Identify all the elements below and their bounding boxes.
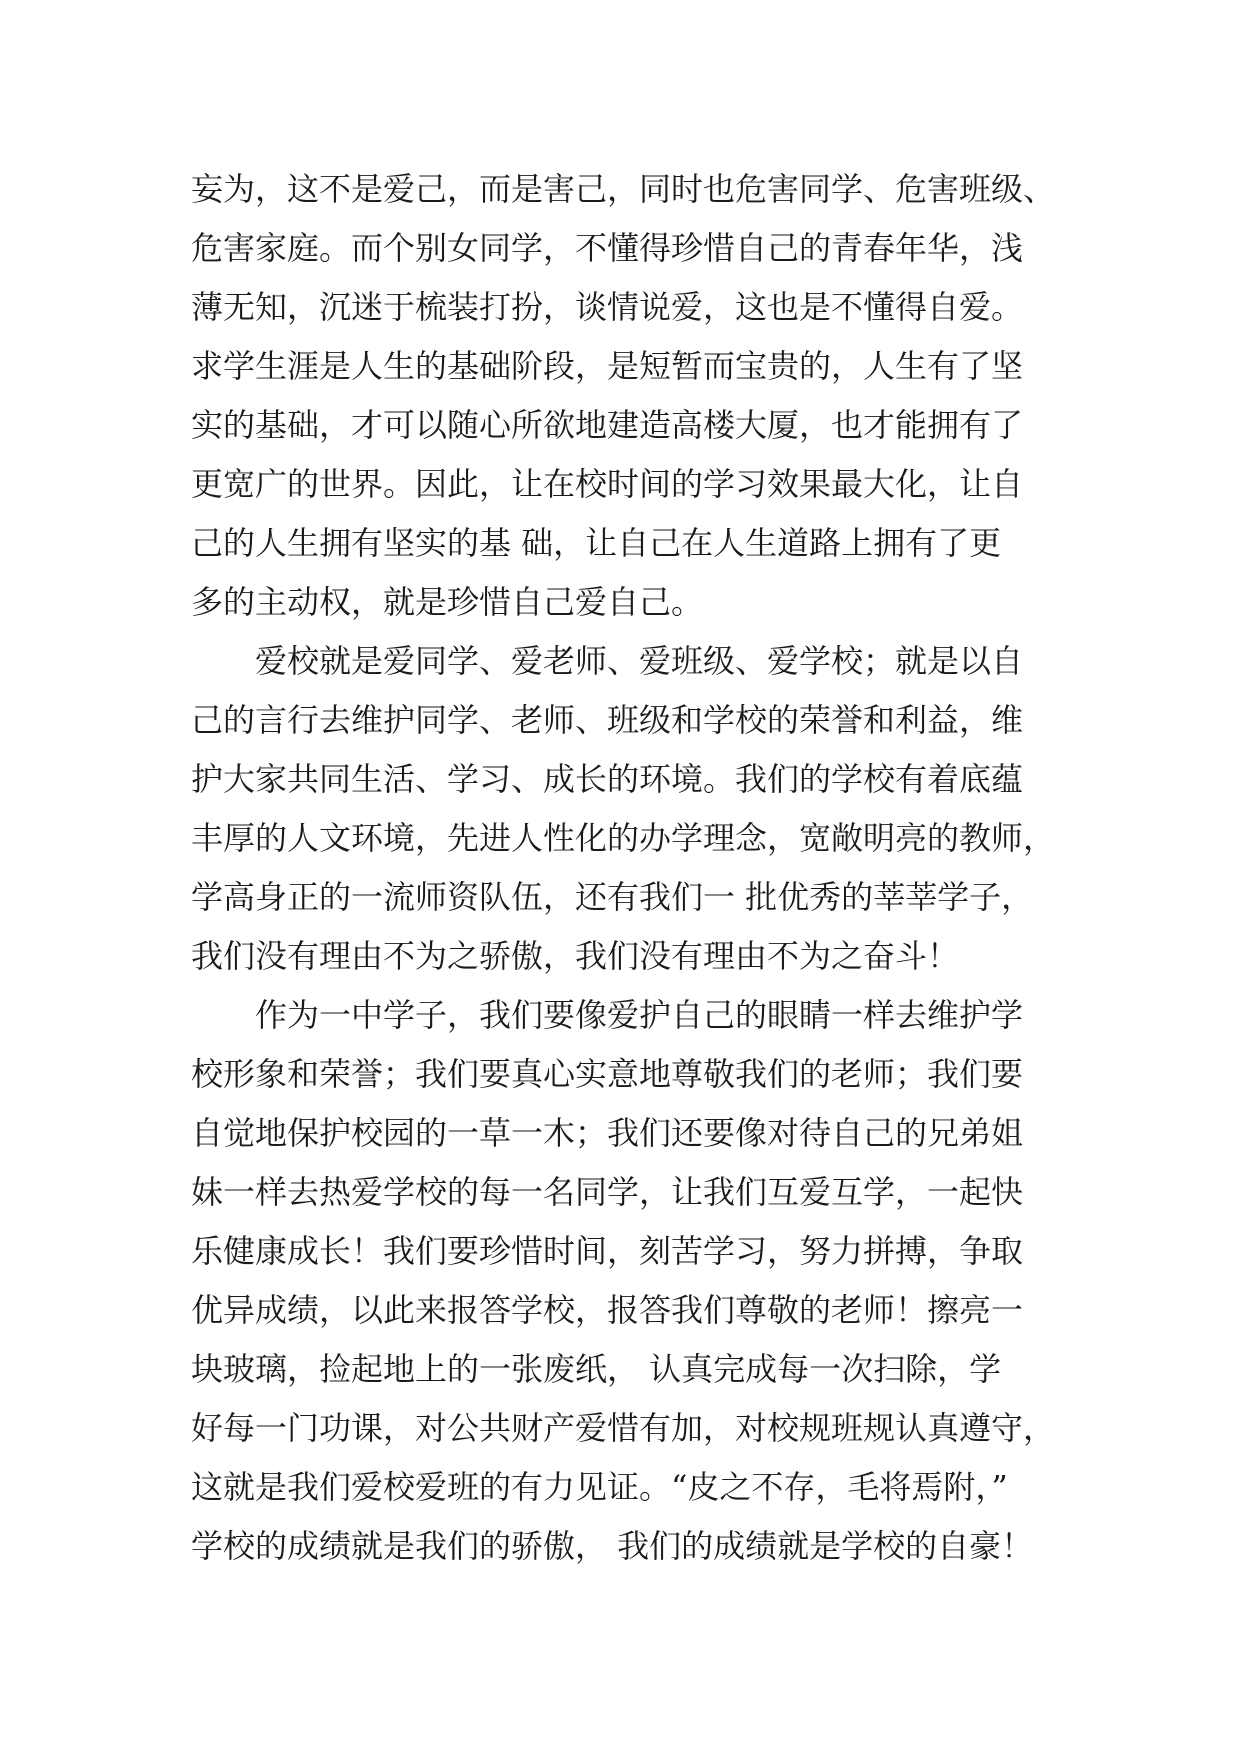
text-line: 护大家共同生活、学习、成长的环境。我们的学校有着底蕴 xyxy=(191,760,1024,798)
paragraph-first-line: 爱校就是爱同学、爱老师、爱班级、爱学校；就是以自 xyxy=(255,642,1024,680)
text-line: 薄无知，沉迷于梳装打扮，谈情说爱，这也是不懂得自爱。 xyxy=(191,288,1024,326)
text-line: 好每一门功课，对公共财产爱惜有加，对校规班规认真遵守， xyxy=(191,1409,1056,1447)
text-line: 学校的成绩就是我们的骄傲， 我们的成绩就是学校的自豪！ xyxy=(191,1527,1034,1565)
text-line: 妹一样去热爱学校的每一名同学，让我们互爱互学，一起快 xyxy=(191,1173,1024,1211)
text-line: 这就是我们爱校爱班的有力见证。“皮之不存，毛将焉附，” xyxy=(191,1468,1008,1506)
text-line: 实的基础，才可以随心所欲地建造高楼大厦，也才能拥有了 xyxy=(191,406,1024,444)
text-line: 更宽广的世界。因此，让在校时间的学习效果最大化，让自 xyxy=(191,465,1024,503)
paragraph-first-line: 作为一中学子，我们要像爱护自己的眼睛一样去维护学 xyxy=(255,996,1024,1034)
text-line: 校形象和荣誉；我们要真心实意地尊敬我们的老师；我们要 xyxy=(191,1055,1024,1093)
body-text xyxy=(191,160,1071,1576)
text-line: 危害家庭。而个别女同学，不懂得珍惜自己的青春年华，浅 xyxy=(191,229,1024,267)
text-line: 妄为，这不是爱己，而是害己，同时也危害同学、危害班级、 xyxy=(191,170,1056,208)
text-line: 多的主动权，就是珍惜自己爱自己。 xyxy=(191,583,704,621)
text-line: 己的人生拥有坚实的基 础，让自己在人生道路上拥有了更 xyxy=(191,524,1002,562)
text-line: 求学生涯是人生的基础阶段，是短暂而宝贵的，人生有了坚 xyxy=(191,347,1024,385)
text-line: 己的言行去维护同学、老师、班级和学校的荣誉和利益，维 xyxy=(191,701,1024,739)
text-line: 丰厚的人文环境，先进人性化的办学理念，宽敞明亮的教师， xyxy=(191,819,1056,857)
text-line: 自觉地保护校园的一草一木；我们还要像对待自己的兄弟姐 xyxy=(191,1114,1024,1152)
text-line: 块玻璃，捡起地上的一张废纸， 认真完成每一次扫除，学 xyxy=(191,1350,1002,1388)
text-line: 学高身正的一流师资队伍，还有我们一 批优秀的莘莘学子， xyxy=(191,878,1034,916)
text-line: 乐健康成长！我们要珍惜时间，刻苦学习，努力拼搏，争取 xyxy=(191,1232,1024,1270)
text-line: 优异成绩，以此来报答学校，报答我们尊敬的老师！擦亮一 xyxy=(191,1291,1024,1329)
text-line: 我们没有理由不为之骄傲，我们没有理由不为之奋斗！ xyxy=(191,937,960,975)
